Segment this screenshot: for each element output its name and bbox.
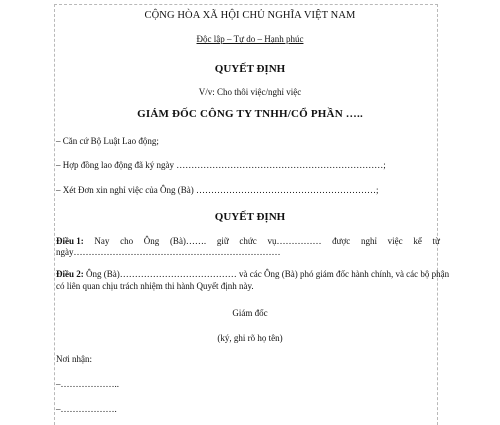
article-1-word: giữ (216, 236, 229, 246)
article-1-word: việc (387, 236, 403, 246)
recipients-label: Nơi nhận: (56, 354, 93, 364)
decision-heading: QUYẾT ĐỊNH (214, 211, 286, 223)
recipient-item: –………………. (56, 404, 117, 414)
article-1-word: chức (239, 236, 257, 246)
article-1-word: từ (432, 236, 440, 246)
national-motto: Độc lập – Tự do – Hạnh phúc (196, 34, 304, 44)
basis-resignation-letter: – Xét Đơn xin nghỉ việc của Ông (Bà) ……………………………………………………; (56, 185, 379, 195)
issuer-title: GIÁM ĐỐC CÔNG TY TNHH/CỔ PHẦN ….. (137, 108, 363, 120)
document-subject: V/v: Cho thôi việc/nghỉ việc (198, 87, 302, 97)
article-1-word: Nay (94, 236, 110, 246)
article-1-line-2: ngày…………………………………………………………… (56, 247, 281, 257)
article-1-word: kể (413, 236, 422, 246)
basis-labor-code: – Căn cứ Bộ Luật Lao động; (56, 136, 159, 146)
article-1-word: được (332, 236, 351, 246)
article-2-line-1 (56, 269, 449, 279)
signature-title: Giám đốc (232, 308, 268, 318)
article-1-word: vụ…………… (267, 236, 322, 246)
article-1-label: Điều 1: (56, 236, 84, 246)
basis-labor-contract: – Hợp đồng lao động đã ký ngày ……………………………………………………………; (56, 160, 386, 170)
signature-note: (ký, ghi rõ họ tên) (217, 333, 283, 343)
recipient-item: –……………….. (56, 379, 119, 389)
article-1-line-1 (56, 236, 440, 246)
article-1-word: (Bà)……. (169, 236, 207, 246)
article-1-word: Ông (143, 236, 160, 246)
article-1-word: nghỉ (360, 236, 377, 246)
article-2-label: Điều 2: (56, 269, 84, 279)
national-title: CỘNG HÒA XÃ HỘI CHỦ NGHĨA VIỆT NAM (144, 10, 356, 21)
document-title: QUYẾT ĐỊNH (214, 63, 286, 75)
article-2-line-2: có liên quan chịu trách nhiệm thi hành Quyết định này. (56, 281, 254, 291)
article-2-text: Ông (Bà)………………………………… và các Ông (Bà) phó giám đốc hành chính, và các bộ phận (83, 269, 450, 279)
article-1-word: cho (120, 236, 134, 246)
